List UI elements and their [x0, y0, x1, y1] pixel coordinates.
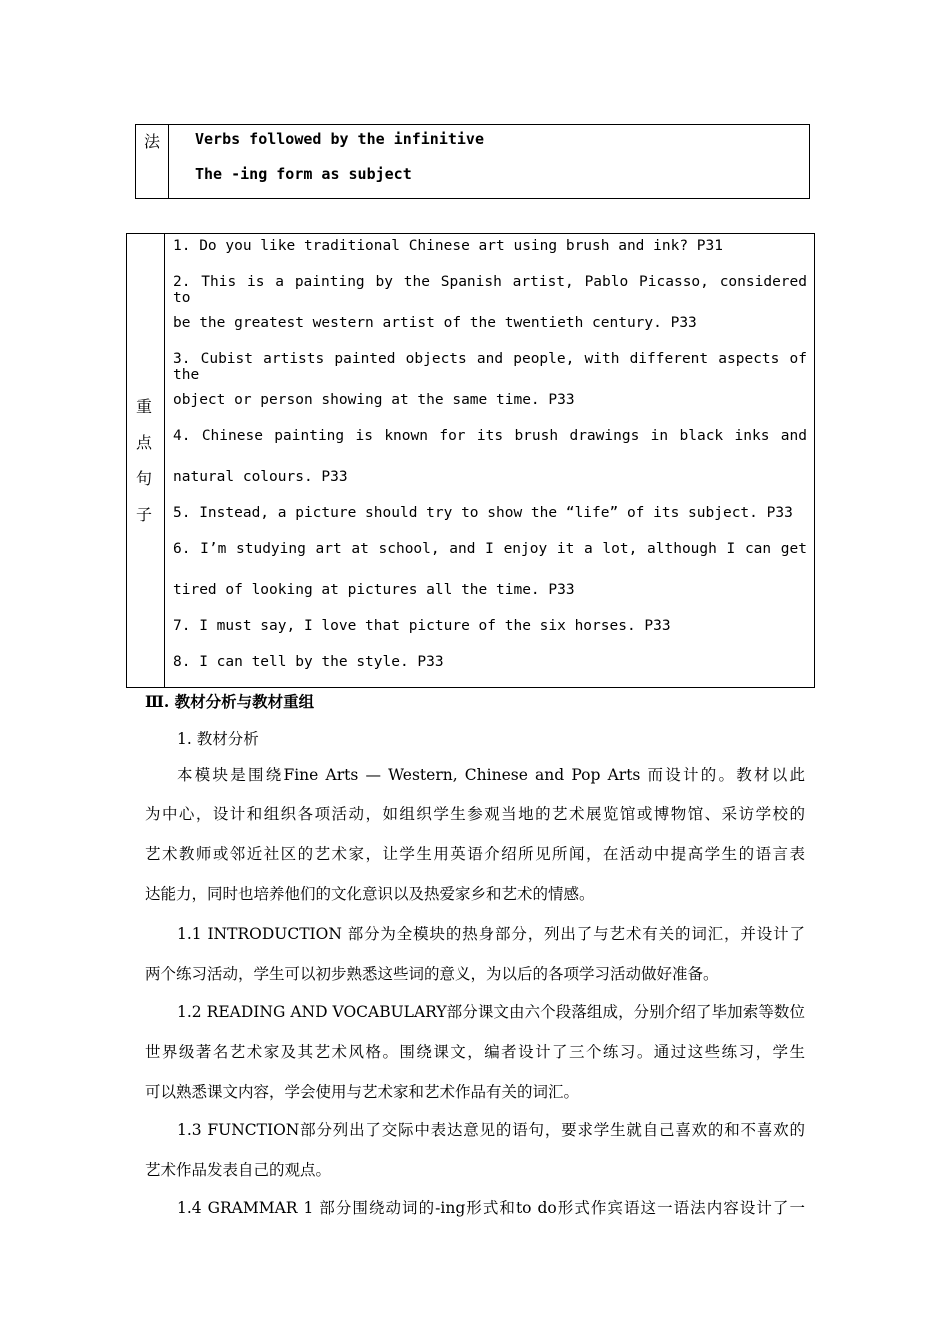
body-line: 两个练习活动，学生可以初步熟悉这些词的意义，为以后的各项学习活动做好准备。	[145, 965, 719, 983]
body-line: 1.3 FUNCTION部分列出了交际中表达意见的语句，要求学生就自己喜欢的和不喜欢的	[177, 1121, 805, 1139]
body-line: 世界级著名艺术家及其艺术风格。围绕课文，编者设计了三个练习。通过这些练习，学生	[145, 1043, 805, 1061]
body-line: 1.4 GRAMMAR 1 部分围绕动词的-ing形式和to do形式作宾语这一语法内容设计了一	[177, 1199, 805, 1217]
sentence-line: object or person showing at the same time. P33	[173, 392, 575, 408]
sentence-line: natural colours. P33	[173, 469, 348, 485]
sentence-line: 2. This is a painting by the Spanish artist, Pablo Picasso, considered to	[173, 274, 807, 306]
sentence-line: tired of looking at pictures all the time. P33	[173, 582, 575, 598]
grammar-label: 法	[144, 132, 161, 151]
body-line: 达能力，同时也培养他们的文化意识以及热爱家乡和艺术的情感。	[145, 885, 595, 903]
label-char: 句	[136, 469, 153, 488]
grammar-label-cell	[136, 125, 169, 198]
sentence-line: 7. I must say, I love that picture of the six horses. P33	[173, 618, 671, 634]
sentence-line: 3. Cubist artists painted objects and people, with different aspects of the	[173, 351, 807, 383]
label-char: 子	[136, 505, 153, 524]
body-line: 1.2 READING AND VOCABULARY部分课文由六个段落组成，分别介绍了毕加索等数位	[177, 1003, 805, 1021]
key-sentences-label-cell	[127, 234, 165, 687]
body-line: 艺术教师或邻近社区的艺术家，让学生用英语介绍所见所闻，在活动中提高学生的语言表	[145, 845, 805, 863]
section-heading: Ⅲ. 教材分析与教材重组	[145, 692, 315, 711]
body-line: 为中心，设计和组织各项活动，如组织学生参观当地的艺术展览馆或博物馆、采访学校的	[145, 805, 805, 823]
sentence-line: 6. I’m studying art at school, and I enjoy it a lot, although I can get	[173, 541, 807, 557]
body-line: 可以熟悉课文内容，学会使用与艺术家和艺术作品有关的词汇。	[145, 1083, 580, 1101]
label-char: 重	[136, 397, 153, 416]
sentence-line: 1. Do you like traditional Chinese art using brush and ink? P31	[173, 238, 723, 254]
section-subheading: 1. 教材分析	[177, 730, 259, 748]
sentence-line: 8. I can tell by the style. P33	[173, 654, 444, 670]
grammar-line: Verbs followed by the infinitive	[195, 130, 484, 148]
grammar-table	[135, 124, 810, 199]
key-sentences-table	[126, 233, 815, 688]
grammar-line: The -ing form as subject	[195, 165, 412, 183]
sentence-line: 4. Chinese painting is known for its brush drawings in black inks and	[173, 428, 807, 444]
sentence-line: be the greatest western artist of the twentieth century. P33	[173, 315, 697, 331]
body-line: 本模块是围绕Fine Arts — Western, Chinese and Pop Arts 而设计的。教材以此	[177, 766, 805, 784]
label-char: 点	[136, 433, 153, 452]
body-line: 1.1 INTRODUCTION 部分为全模块的热身部分，列出了与艺术有关的词汇，并设计了	[177, 925, 805, 943]
body-line: 艺术作品发表自己的观点。	[145, 1161, 332, 1179]
sentence-line: 5. Instead, a picture should try to show the “life” of its subject. P33	[173, 505, 793, 521]
